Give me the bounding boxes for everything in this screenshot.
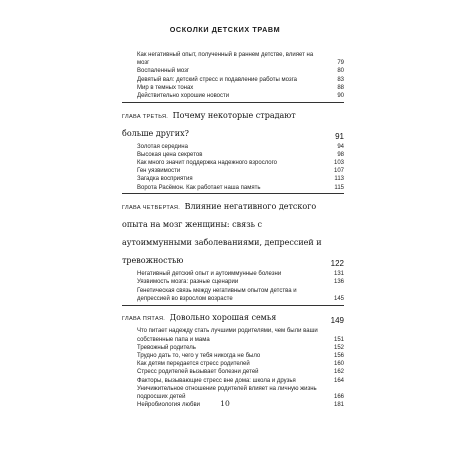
toc-item (122, 51, 344, 67)
toc-item-title: Тревожный родитель (137, 344, 196, 351)
chapter-page: 122 (330, 259, 344, 269)
toc-item (122, 287, 344, 303)
toc-item (122, 167, 344, 175)
toc-item-title: Воспаленный мозг (137, 68, 190, 75)
toc-item-title: Ворота Расёмон. Как работает наша память (137, 184, 261, 191)
toc-item (122, 76, 344, 84)
toc-item-page: 83 (337, 76, 344, 83)
running-head: ОСКОЛКИ ДЕТСКИХ ТРАВМ (169, 25, 281, 34)
toc-item-title: Трудно дать то, чего у тебя никогда не было (137, 353, 261, 360)
chapter-label: ГЛАВА ТРЕТЬЯ. (122, 113, 169, 120)
toc-item-page: 156 (333, 353, 344, 360)
toc-item-page: 103 (333, 160, 344, 167)
toc-item (122, 270, 344, 278)
chapter-title: Довольно хорошая семья (169, 313, 277, 323)
toc-item-title: Загадка восприятия (137, 176, 193, 183)
toc-item (122, 175, 344, 183)
toc-item-page: 164 (333, 377, 344, 384)
toc-item-page: 94 (337, 143, 344, 150)
toc-item-page: 160 (333, 361, 344, 368)
toc-item-page: 131 (333, 271, 344, 278)
toc-item (122, 67, 344, 75)
divider (122, 193, 344, 194)
toc-item-title: Уничижительное отношение родителей влияет на личную жизнь подросших детей (137, 385, 317, 401)
toc-item-title: Высокая цена секретов (137, 151, 203, 158)
toc-item (122, 278, 344, 286)
toc-item (122, 184, 344, 192)
chapter-heading (122, 307, 344, 325)
toc-item (122, 344, 344, 352)
page-number: 10 (220, 399, 230, 408)
toc-item-page: 115 (334, 184, 344, 191)
toc-item-title: Факторы, вызывающие стресс вне дома: школа и друзья (137, 377, 296, 384)
toc-item-title: Действительно хорошие новости (137, 93, 230, 100)
toc-item-page: 107 (333, 168, 344, 175)
toc-item-page: 145 (333, 295, 344, 302)
toc-item-title: Нейробиология любви (137, 402, 201, 409)
toc-item-title: Как негативный опыт, полученный в раннем детстве, влияет на мозг (137, 52, 314, 67)
toc-item-page: 88 (337, 84, 344, 91)
toc-item-title: Генетическая связь между негативным опытом детства и депрессией во взрослом возрасте (137, 287, 297, 302)
toc-item-title: Как детям передается стресс родителей (137, 361, 250, 368)
toc-item-page: 162 (333, 369, 344, 376)
chapter-page: 149 (330, 316, 344, 326)
chapter-label: ГЛАВА ЧЕТВЕРТАЯ. (122, 205, 181, 212)
divider (122, 305, 344, 306)
toc-item-page: 113 (334, 176, 344, 183)
chapter-title: Влияние негативного детского опыта на мозг женщины: связь с аутоиммунными заболеваниями, депрессией и тревожностью (122, 202, 322, 266)
toc-item-title: Ген уязвимости (137, 168, 181, 175)
toc-item-title: Что питает надежду стать лучшими родителями, чем были ваши собственные папа и мама (137, 328, 318, 343)
chapter-page: 91 (335, 131, 344, 141)
toc-item (122, 368, 344, 376)
toc-item-page: 181 (333, 402, 344, 409)
toc-item-page: 79 (337, 60, 344, 67)
toc-item-page: 90 (337, 93, 344, 100)
toc-item (122, 143, 344, 151)
toc-item-title: Девятый вал: детский стресс и подавление работы мозга (137, 76, 297, 83)
toc-item-page: 166 (333, 394, 344, 401)
toc-item (122, 151, 344, 159)
toc-item (122, 159, 344, 167)
toc-item (122, 352, 344, 360)
toc-item-page: 136 (333, 279, 344, 286)
divider (122, 102, 344, 103)
toc-item-page: 80 (337, 68, 344, 75)
toc-item-title: Негативный детский опыт и аутоиммунные болезни (137, 271, 282, 278)
chapter-heading (122, 105, 344, 141)
chapter-label: ГЛАВА ПЯТАЯ. (122, 316, 166, 323)
toc-item-page: 151 (333, 336, 344, 343)
toc-item-title: Мир в темных тонах (137, 84, 194, 91)
toc-item-title: Стресс родителей вызывает болезни детей (137, 369, 259, 376)
toc-item-page: 98 (337, 151, 344, 158)
toc-item-title: Уязвимость мозга: разные сценарии (137, 279, 239, 286)
chapter-heading (122, 196, 344, 268)
toc-item (122, 377, 344, 385)
chapter-title: Почему некоторые страдают больше других? (122, 110, 296, 138)
toc-item-title: Как много значит поддержка надежного взрослого (137, 160, 278, 167)
toc-item (122, 360, 344, 368)
table-of-contents (122, 51, 344, 409)
toc-item (122, 84, 344, 92)
toc-item (122, 327, 344, 343)
toc-item-title: Золотая середина (137, 143, 188, 150)
toc-item (122, 92, 344, 100)
toc-item-page: 152 (333, 344, 344, 351)
